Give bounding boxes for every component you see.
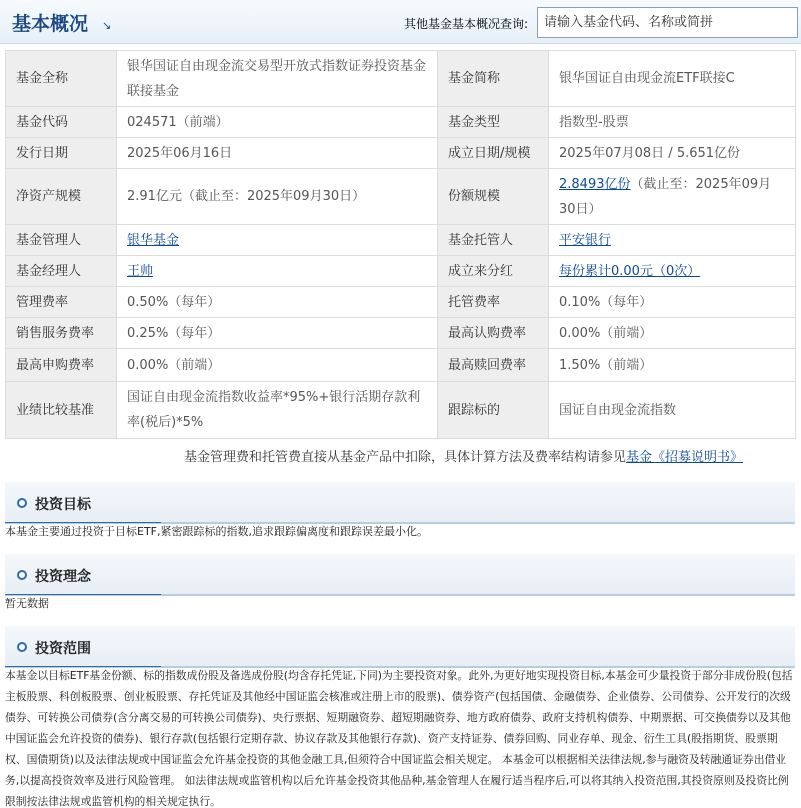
fee-note [184, 446, 743, 465]
mgmt-fee-value: 0.50%（每年） [117, 287, 438, 318]
benchmark-value: 国证自由现金流指数收益率*95%+银行活期存款利率(税后)*5% [117, 382, 438, 439]
objective-title: 投资目标 [35, 497, 91, 513]
share-link[interactable]: 2.8493亿份 [559, 176, 631, 192]
net-asset-label: 净资产规模 [6, 169, 117, 225]
full-name-value: 银华国证自由现金流交易型开放式指数证券投资基金联接基金 [117, 51, 438, 107]
sales-fee-label: 销售服务费率 [6, 318, 117, 349]
objective-section-header [5, 482, 795, 524]
short-name-label: 基金简称 [438, 51, 549, 107]
issue-date-label: 发行日期 [6, 138, 117, 169]
circle-bullet-icon [17, 570, 27, 580]
max-redeem-label: 最高赎回费率 [438, 349, 549, 382]
philosophy-body: 暂无数据 [5, 597, 49, 610]
arrow-down-right-icon[interactable]: ↘ [102, 19, 112, 32]
custodian-label: 基金托管人 [438, 225, 549, 256]
tracking-value: 国证自由现金流指数 [549, 382, 796, 439]
philosophy-title: 投资理念 [35, 569, 91, 585]
fund-manager-label: 基金经理人 [6, 256, 117, 287]
max-sub-value: 0.00%（前端） [549, 318, 796, 349]
circle-bullet-icon [17, 642, 27, 652]
scope-section-header [5, 626, 795, 668]
short-name-value: 银华国证自由现金流ETF联接C [549, 51, 796, 107]
setup-label: 成立日期/规模 [438, 138, 549, 169]
max-sub-label: 最高认购费率 [438, 318, 549, 349]
custody-fee-label: 托管费率 [438, 287, 549, 318]
custody-fee-value: 0.10%（每年） [549, 287, 796, 318]
max-purchase-label: 最高申购费率 [6, 349, 117, 382]
share-suffix: （截止至：2025年09月30日） [559, 176, 772, 217]
full-name-label: 基金全称 [6, 51, 117, 107]
objective-body: 本基金主要通过投资于目标ETF,紧密跟踪标的指数,追求跟踪偏离度和跟踪误差最小化。 [5, 525, 428, 538]
tracking-label: 跟踪标的 [438, 382, 549, 439]
scope-body: 本基金以目标ETF基金份额、标的指数成份股及备选成份股(均含存托凭证,下同)为主要投资对象。此外,为更好地实现投资目标,本基金可少量投资于部分非成份股(包括主板股票、科创板股票、创业板股票、存托凭证及其他经中国证监会核准或注册上市的股票)、债券资产(包括国债、金融债券、企业债券、公司债券、公开发行的次级债券、可转换公司债券(含分离交易的可转换公司债券)、央行票据、短期融资券、超短期融资券、地方政府债券、政府支持机构债券、中期票据、可交换债券以及其他中国证监会允许投资的债券)、银行存款(包括银行定期存款、协议存款及其他银行存款)、资产支持证券、债券回购、同业存单、现金、衍生工具(股指期货、股票期权、国债期货)以及法律法规或中国证监会允许基金投资的其他金融工具,但须符合中国证监会相关规定。 本基金可以根据相关法律法规,参与融资及转融通证券出借业务,以提高投资效率及进行风险管理。 如法律法规或监管机构以后允许基金投资其他品种,基金管理人在履行适当程序后,可以将其纳入投资范围,其投资原则及投资比例限制按法律法规或监管机构的相关规定执行。 [5, 669, 793, 808]
philosophy-section-header [5, 554, 795, 596]
page-title: 基本概况 [12, 13, 89, 35]
share-label: 份额规模 [438, 169, 549, 225]
prospectus-link[interactable]: 基金《招募说明书》 [626, 450, 744, 465]
benchmark-label: 业绩比较基准 [6, 382, 117, 439]
fund-manager-link[interactable]: 王帅 [127, 263, 154, 279]
type-value: 指数型-股票 [549, 107, 796, 138]
custodian-link[interactable]: 平安银行 [559, 232, 612, 248]
setup-value: 2025年07月08日 / 5.651亿份 [549, 138, 796, 169]
net-asset-value: 2.91亿元（截止至：2025年09月30日） [117, 169, 438, 225]
manager-label: 基金管理人 [6, 225, 117, 256]
max-purchase-value: 0.00%（前端） [117, 349, 438, 382]
type-label: 基金类型 [438, 107, 549, 138]
share-value [549, 169, 796, 225]
fund-info-table [5, 50, 796, 439]
code-value: 024571（前端） [117, 107, 438, 138]
mgmt-fee-label: 管理费率 [6, 287, 117, 318]
manager-value [117, 225, 438, 256]
search-label: 其他基金基本概况查询: [404, 17, 529, 31]
dividend-link[interactable]: 每份累计0.00元（0次） [559, 263, 701, 279]
scope-title: 投资范围 [35, 641, 91, 657]
max-redeem-value: 1.50%（前端） [549, 349, 796, 382]
code-label: 基金代码 [6, 107, 117, 138]
dividend-value [549, 256, 796, 287]
fund-manager-value [117, 256, 438, 287]
sales-fee-value: 0.25%（每年） [117, 318, 438, 349]
circle-bullet-icon [17, 498, 27, 508]
page-header [0, 0, 801, 44]
dividend-label: 成立来分红 [438, 256, 549, 287]
issue-date-value: 2025年06月16日 [117, 138, 438, 169]
fee-note-text: 基金管理费和托管费直接从基金产品中扣除，具体计算方法及费率结构请参见 [184, 450, 627, 465]
custodian-value [549, 225, 796, 256]
manager-link[interactable]: 银华基金 [127, 232, 180, 248]
fund-search-input[interactable] [537, 7, 798, 38]
